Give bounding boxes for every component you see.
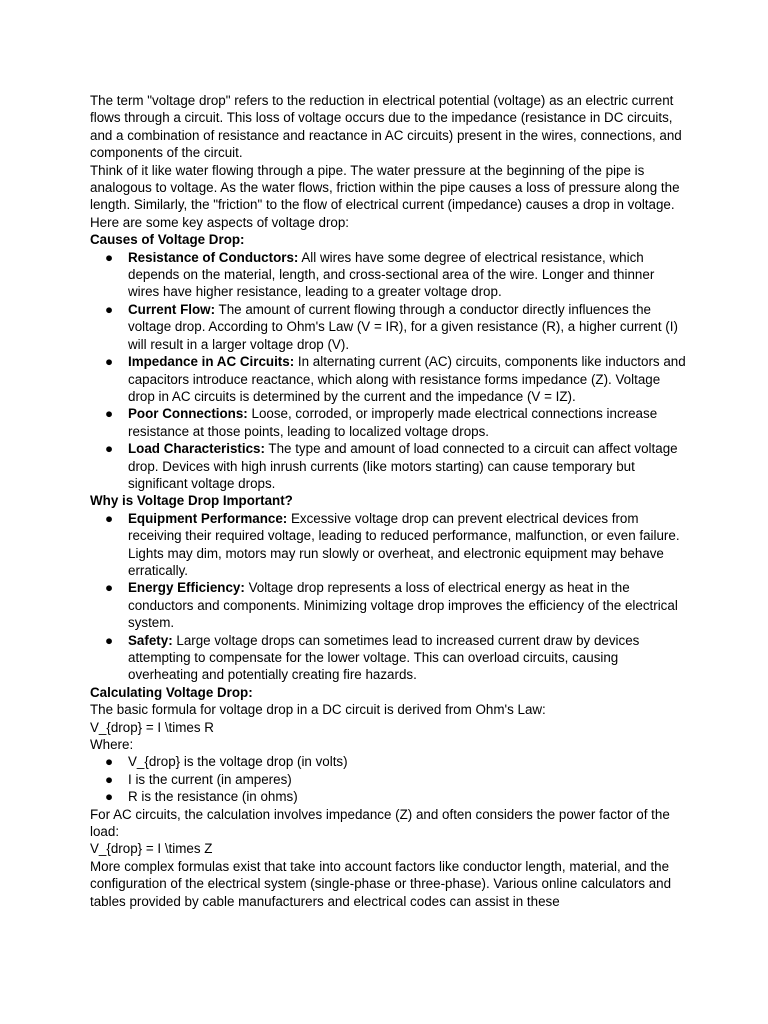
bullet-icon: ● [105, 771, 114, 787]
bullet-icon: ● [105, 510, 114, 526]
complex-formulas-paragraph: More complex formulas exist that take into account factors like conductor length, material, and the configuration of the electrical system (single-phase or three-phase). Various online calculators and tables provided by cable manufacturers and electrical codes can assist in these [90, 858, 672, 909]
key-aspects-paragraph: Here are some key aspects of voltage drop: [90, 214, 350, 230]
list-item [90, 632, 688, 684]
list-item-text: I is the current (in amperes) [128, 771, 292, 787]
list-item [90, 353, 688, 405]
analogy-paragraph: Think of it like water flowing through a pipe. The water pressure at the beginning of the pipe is analogous to voltage. As the water flows, friction within the pipe causes a loss of pressure along the length. Similarly, the "friction" to the flow of electrical current (impedance) causes a drop in voltage. [90, 162, 680, 213]
list-item-text: Excessive voltage drop can prevent electrical devices from receiving their required voltage, leading to reduced performance, malfunction, or even failure. Lights may dim, motors may run slowly or overheat, and electronic equipment may behave erratically. [128, 510, 680, 578]
causes-list [90, 249, 688, 493]
bullet-icon: ● [105, 406, 114, 422]
bullet-icon: ● [105, 441, 114, 457]
variables-list [90, 753, 688, 805]
list-item [90, 510, 688, 580]
list-item-text: In alternating current (AC) circuits, components like inductors and capacitors introduce reactance, which along with resistance forms impedance (Z). Voltage drop in AC circuits is determined by the current and the impedance (V = IZ). [128, 354, 686, 404]
list-item-term: Resistance of Conductors: [128, 249, 299, 265]
ac-formula: V_{drop} = I \times Z [90, 841, 213, 857]
list-item-text: Voltage drop represents a loss of electrical energy as heat in the conductors and components. Minimizing voltage drop improves the efficiency of the electrical system. [128, 580, 678, 631]
document-page [90, 92, 688, 910]
bullet-icon: ● [105, 301, 114, 317]
causes-heading: Causes of Voltage Drop: [90, 232, 245, 248]
bullet-icon: ● [105, 632, 114, 648]
calculating-heading: Calculating Voltage Drop: [90, 684, 253, 700]
list-item-text: V_{drop} is the voltage drop (in volts) [128, 754, 348, 770]
list-item-term: Equipment Performance: [128, 510, 288, 526]
bullet-icon: ● [105, 354, 114, 370]
list-item-term: Load Characteristics: [128, 441, 265, 457]
list-item [90, 753, 688, 770]
list-item [90, 405, 688, 440]
list-item [90, 440, 688, 492]
ac-paragraph: For AC circuits, the calculation involves impedance (Z) and often considers the power factor of the load: [90, 806, 670, 840]
list-item [90, 788, 688, 805]
list-item-term: Current Flow: [128, 301, 216, 317]
list-item [90, 579, 688, 631]
bullet-icon: ● [105, 754, 114, 770]
where-label: Where: [90, 737, 134, 753]
bullet-icon: ● [105, 249, 114, 265]
importance-heading: Why is Voltage Drop Important? [90, 493, 293, 509]
list-item-text: Large voltage drops can sometimes lead to increased current draw by devices attempting to compensate for the lower voltage. This can overload circuits, causing overheating and potentially creating fire hazards. [128, 632, 640, 683]
list-item-text: All wires have some degree of electrical resistance, which depends on the material, length, and cross-sectional area of the wire. Longer and thinner wires have higher resistance, leading to a greater voltage drop. [128, 249, 655, 300]
importance-list [90, 510, 688, 684]
list-item [90, 771, 688, 788]
intro-paragraph: The term "voltage drop" refers to the reduction in electrical potential (voltage) as an electric current flows through a circuit. This loss of voltage occurs due to the impedance (resistance in DC circuits, and a combination of resistance and reactance in AC circuits) present in the wires, connections, and components of the circuit. [90, 93, 682, 161]
bullet-icon: ● [105, 580, 114, 596]
list-item-text: R is the resistance (in ohms) [128, 789, 298, 805]
calculating-intro-paragraph: The basic formula for voltage drop in a DC circuit is derived from Ohm's Law: [90, 702, 546, 718]
dc-formula: V_{drop} = I \times R [90, 719, 214, 735]
list-item-text: Loose, corroded, or improperly made electrical connections increase resistance at those points, leading to localized voltage drops. [128, 406, 658, 439]
list-item-text: The type and amount of load connected to a circuit can affect voltage drop. Devices with high inrush currents (like motors starting) can cause temporary but significant voltage drops. [128, 441, 678, 491]
list-item-term: Safety: [128, 632, 173, 648]
list-item-text: The amount of current flowing through a conductor directly influences the voltage drop. According to Ohm's Law (V = IR), for a given resistance (R), a higher current (I) will result in a larger voltage drop (V). [128, 301, 678, 352]
list-item-term: Impedance in AC Circuits: [128, 354, 295, 370]
list-item [90, 249, 688, 301]
list-item [90, 301, 688, 353]
list-item-term: Energy Efficiency: [128, 580, 245, 596]
list-item-term: Poor Connections: [128, 406, 248, 422]
bullet-icon: ● [105, 789, 114, 805]
